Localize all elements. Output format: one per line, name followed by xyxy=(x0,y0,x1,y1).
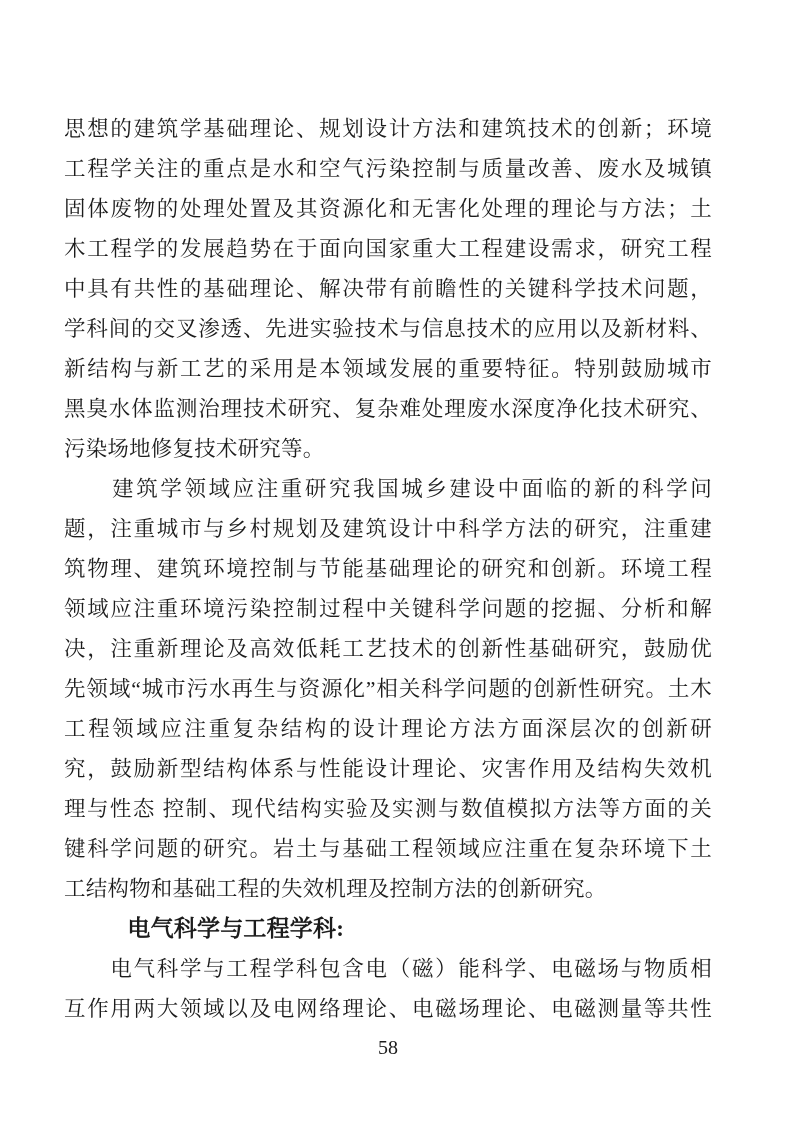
text-line: 固体废物的处理处置及其资源化和无害化处理的理论与方法；土 xyxy=(64,197,712,221)
text-line: 黑臭水体监测治理技术研究、复杂难处理废水深度净化技术研究、 xyxy=(64,397,712,421)
text-line: 工程学关注的重点是水和空气污染控制与质量改善、废水及城镇 xyxy=(64,157,712,181)
text-line: 决，注重新理论及高效低耗工艺技术的创新性基础研究，鼓励优 xyxy=(64,637,712,661)
text-line: 究，鼓励新型结构体系与性能设计理论、灾害作用及结构失效机 xyxy=(64,757,712,781)
text-line: 中具有共性的基础理论、解决带有前瞻性的关键科学技术问题， xyxy=(64,277,712,301)
text-line: 污染场地修复技术研究等。 xyxy=(64,437,325,461)
text-line: 工结构物和基础工程的失效机理及控制方法的创新研究。 xyxy=(64,877,607,901)
text-line: 互作用两大领域以及电网络理论、电磁场理论、电磁测量等共性 xyxy=(64,997,712,1021)
text-line: 键科学问题的研究。岩土与基础工程领域应注重在复杂环境下土 xyxy=(64,837,712,861)
text-line: 工程领域应注重复杂结构的设计理论方法方面深层次的创新研 xyxy=(64,717,712,741)
text-line: 新结构与新工艺的采用是本领域发展的重要特征。特别鼓励城市 xyxy=(64,357,712,381)
page-number: 58 xyxy=(378,1037,398,1059)
text-line: 领域应注重环境污染控制过程中关键科学问题的挖掘、分析和解 xyxy=(64,597,712,621)
section-heading: 电气科学与工程学科: xyxy=(81,916,345,941)
text-line: 先领域“城市污水再生与资源化”相关科学问题的创新性研究。土木 xyxy=(64,677,712,701)
text-line: 理与性态 控制、现代结构实验及实测与数值模拟方法等方面的关 xyxy=(64,797,712,821)
text-line: 木工程学的发展趋势在于面向国家重大工程建设需求，研究工程 xyxy=(64,237,712,261)
text-line: 建筑学领域应注重研究我国城乡建设中面临的新的科学问 xyxy=(64,477,712,501)
text-content xyxy=(64,109,712,1029)
text-line: 筑物理、建筑环境控制与节能基础理论的研究和创新。环境工程 xyxy=(64,557,712,581)
text-line: 思想的建筑学基础理论、规划设计方法和建筑技术的创新；环境 xyxy=(64,117,712,141)
text-line: 题，注重城市与乡村规划及建筑设计中科学方法的研究，注重建 xyxy=(64,517,712,541)
text-line: 电气科学与工程学科包含电（磁）能科学、电磁场与物质相 xyxy=(64,957,712,981)
text-line: 学科间的交叉渗透、先进实验技术与信息技术的应用以及新材料、 xyxy=(64,317,712,341)
